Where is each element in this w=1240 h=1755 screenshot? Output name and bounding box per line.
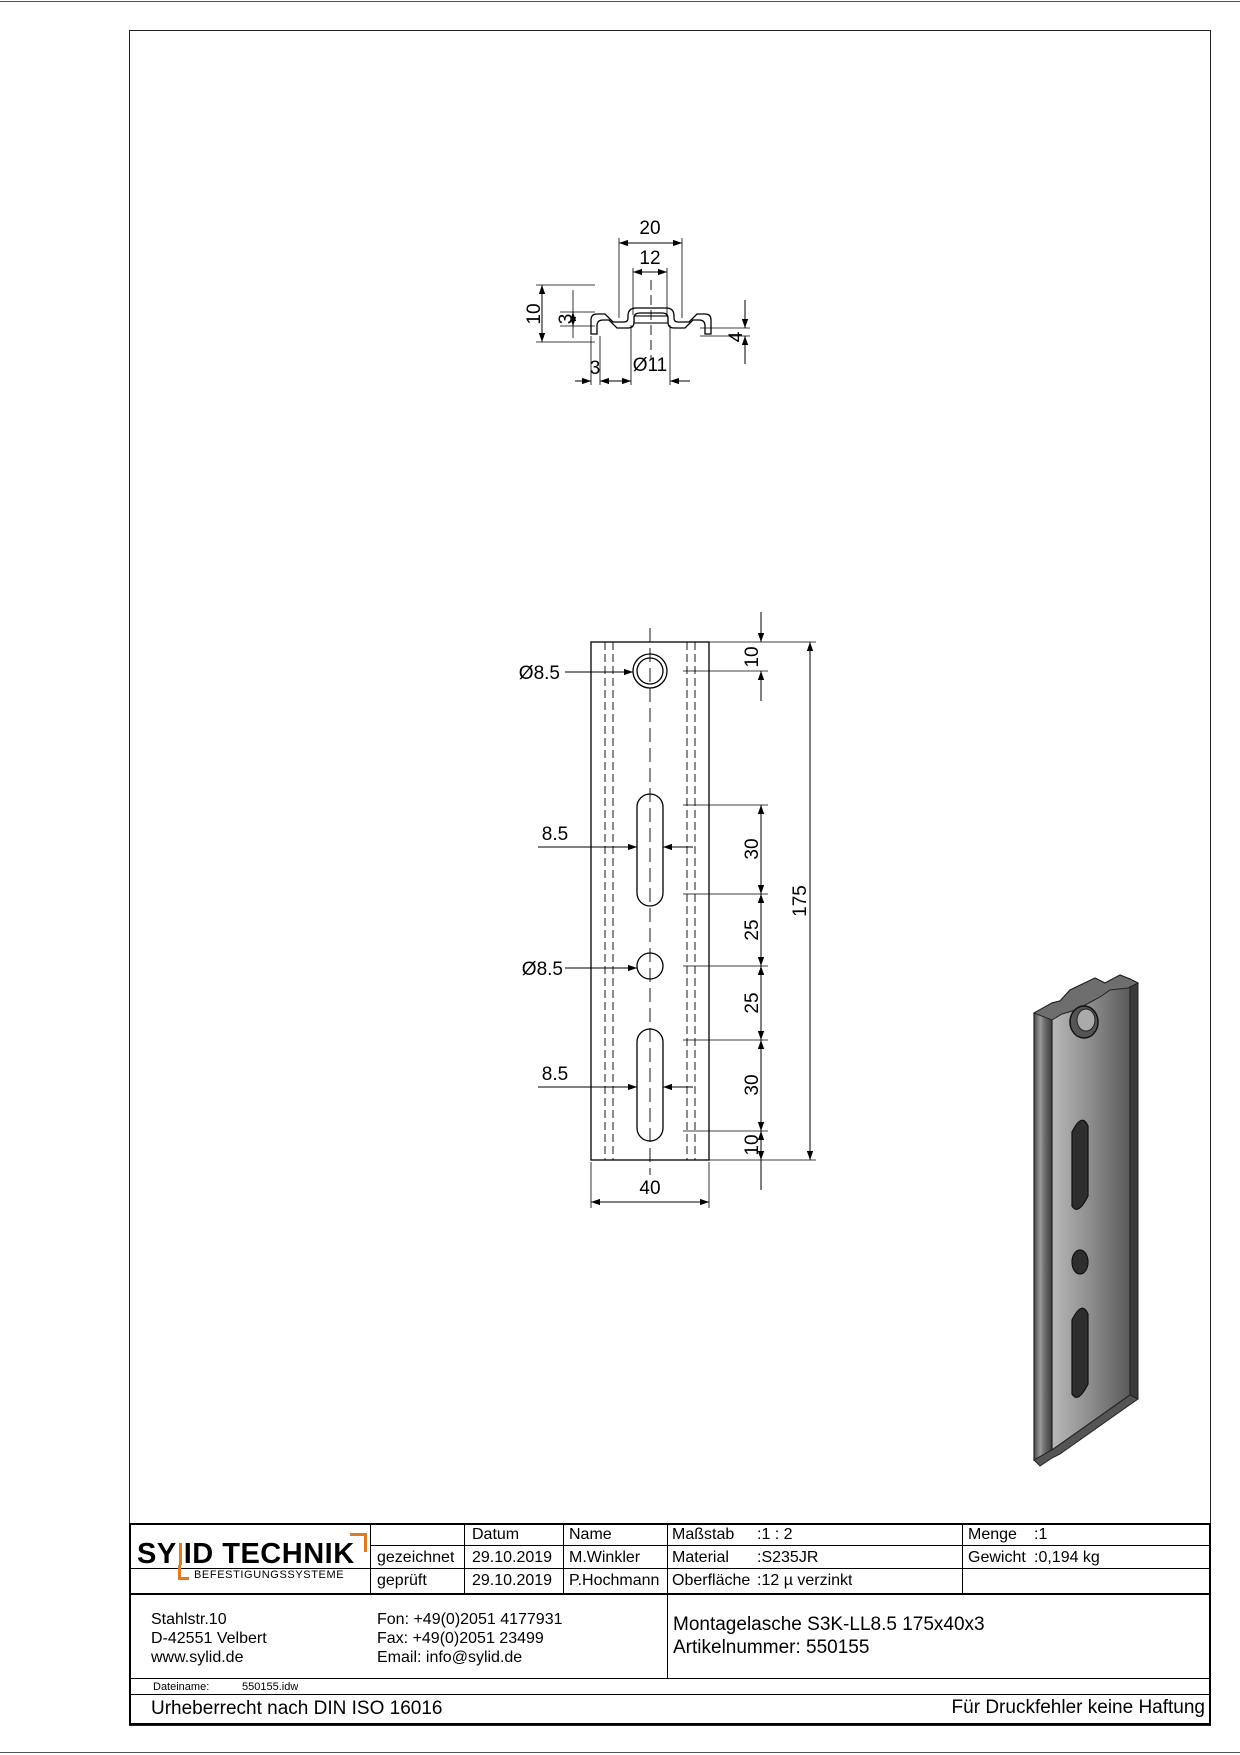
filename-label: Dateiname:	[153, 1681, 210, 1693]
dim-top-12: 12	[639, 248, 661, 269]
address-line-1: Stahlstr.10	[151, 1611, 227, 1628]
row-drawn-label: gezeichnet	[377, 1549, 455, 1566]
dim-top-4: 4	[726, 331, 747, 343]
logo-text-id: ID	[183, 1538, 214, 1570]
address-line-2: D-42551 Velbert	[151, 1630, 267, 1647]
dim-chain-6: 10	[742, 1134, 763, 1156]
prop-scale-label: Maßstab	[672, 1526, 735, 1543]
product-name: Montagelasche S3K-LL8.5 175x40x3	[673, 1614, 985, 1635]
title-block	[129, 1523, 1211, 1726]
logo-text-sy: SY	[137, 1538, 177, 1570]
dim-mid-hole-diameter	[522, 959, 563, 980]
contact-email: Email: info@sylid.de	[377, 1649, 523, 1666]
prop-material-label: Material	[672, 1549, 729, 1566]
dim-chain-3: 25	[742, 919, 763, 941]
header-name: Name	[569, 1526, 612, 1543]
dim-total-length: 175	[790, 885, 811, 917]
company-logo	[133, 1531, 365, 1591]
prop-scale-value: :1 : 2	[757, 1526, 793, 1543]
dim-slot2-width: 8.5	[541, 1064, 569, 1085]
extra-quantity-value: :1	[1034, 1526, 1048, 1543]
address-line-3: www.sylid.de	[151, 1649, 244, 1666]
extra-weight-value: :0,194 kg	[1034, 1549, 1100, 1566]
row-checked-name: P.Hochmann	[569, 1572, 660, 1589]
copyright-note: Urheberrecht nach DIN ISO 16016	[151, 1698, 443, 1719]
dim-chain-1: 10	[742, 646, 763, 668]
dim-chain-2: 30	[742, 838, 763, 860]
row-checked-label: geprüft	[377, 1572, 427, 1589]
prop-surface-value: :12 µ verzinkt	[757, 1572, 853, 1589]
extra-weight-label: Gewicht	[968, 1549, 1026, 1566]
svg-text:Ø11: Ø11	[632, 355, 668, 376]
dim-chain-4: 25	[742, 992, 763, 1014]
prop-surface-label: Oberfläche	[672, 1572, 751, 1589]
logo-text-technik: TECHNIK	[222, 1538, 355, 1570]
logo-corner	[350, 1533, 367, 1552]
dim-top-hole-diameter	[519, 663, 560, 684]
svg-text:Ø8.5: Ø8.5	[521, 959, 563, 980]
extra-quantity-label: Menge	[968, 1526, 1017, 1543]
row-drawn-name: M.Winkler	[569, 1549, 641, 1566]
article-number: Artikelnummer: 550155	[673, 1637, 870, 1658]
logo-accent-mark	[179, 1543, 182, 1565]
filename-value: 550155.idw	[242, 1681, 299, 1693]
dim-chain-5: 30	[742, 1074, 763, 1096]
dim-top-20: 20	[639, 218, 661, 239]
header-datum: Datum	[472, 1526, 520, 1543]
isometric-view	[1034, 975, 1138, 1466]
disclaimer-note: Für Druckfehler keine Haftung	[951, 1697, 1205, 1718]
prop-material-value: :S235JR	[757, 1549, 819, 1566]
dim-top-10: 10	[524, 303, 545, 325]
dim-slot1-width: 8.5	[541, 824, 569, 845]
dim-width: 40	[639, 1178, 661, 1199]
dim-top-3v: 3	[556, 313, 577, 325]
row-drawn-date: 29.10.2019	[472, 1549, 553, 1566]
page-bottom-rule	[0, 1752, 1240, 1753]
contact-phone: Fon: +49(0)2051 4177931	[377, 1611, 563, 1628]
dim-top-3h: 3	[589, 358, 601, 379]
svg-text:Ø8.5: Ø8.5	[518, 663, 560, 684]
contact-fax: Fax: +49(0)2051 23499	[377, 1630, 544, 1647]
row-checked-date: 29.10.2019	[472, 1572, 553, 1589]
front-view	[538, 612, 816, 1208]
slot-2	[637, 1029, 663, 1141]
logo-underline	[178, 1565, 189, 1580]
logo-subtitle: BEFESTIGUNGSSYSTEME	[194, 1569, 345, 1581]
dim-top-diameter-11	[633, 355, 668, 376]
